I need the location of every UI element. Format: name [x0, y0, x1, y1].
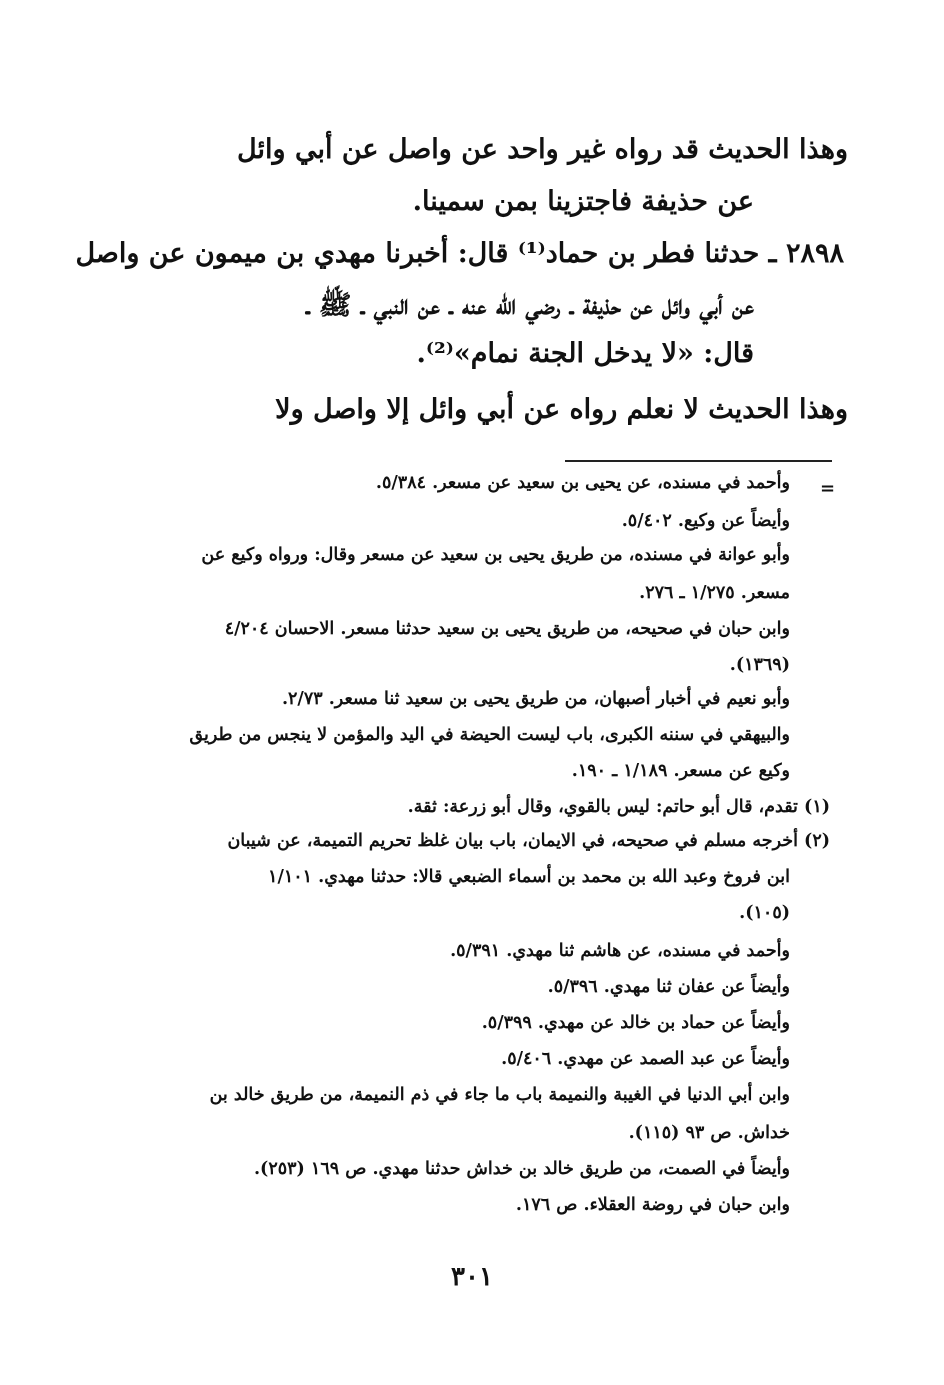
page-number: ٣٠١	[451, 1262, 493, 1292]
footnote-line-19: خداش. ص ٩٣ (١١٥).	[628, 1123, 790, 1143]
footnote-line-15: وأيضاً عن عفان ثنا مهدي. ٥/٣٩٦.	[547, 977, 790, 997]
footnote-line-16: وأيضاً عن حماد بن خالد عن مهدي. ٥/٣٩٩.	[481, 1013, 790, 1033]
footnote-line-6: (١٣٦٩).	[729, 655, 790, 675]
footnote-line-14: وأحمد في مسنده، عن هاشم ثنا مهدي. ٥/٣٩١.	[450, 941, 790, 961]
main-line-3: ٢٨٩٨ ـ حدثنا فطر بن حماد⁽¹⁾ قال: أخبرنا مهدي بن ميمون عن واصل	[75, 238, 844, 269]
main-line-5: قال: «لا يدخل الجنة نمام»⁽²⁾.	[416, 338, 754, 369]
footnote-line-1: وأحمد في مسنده، عن يحيى بن سعيد عن مسعر. ٥/٣٨٤.	[375, 473, 790, 493]
footnote-line-17: وأيضاً عن عبد الصمد عن مهدي. ٥/٤٠٦.	[501, 1049, 790, 1069]
footnote-line-9: وكيع عن مسعر. ١/١٨٩ ـ ١٩٠.	[571, 761, 790, 781]
footnote-line-8: والبيهقي في سننه الكبرى، باب ليست الحيضة في اليد والمؤمن لا ينجس من طريق	[189, 725, 790, 745]
footnote-2: (٢) أخرجه مسلم في صحيحه، في الايمان، باب بيان غلظ تحريم التميمة، عن شيبان	[227, 831, 830, 851]
footnote-line-20: وأيضاً في الصمت، من طريق خالد بن خداش حدثنا مهدي. ص ١٦٩ (٢٥٣).	[253, 1159, 790, 1179]
footnote-line-3: وأبو عوانة في مسنده، من طريق يحيى بن سعيد عن مسعر وقال: ورواه وكيع عن	[201, 545, 790, 565]
footnote-line-2: وأيضاً عن وكيع. ٥/٤٠٢.	[621, 511, 790, 531]
footnote-line-5: وابن حبان في صحيحه، من طريق يحيى بن سعيد حدثنا مسعر. الاحسان ٤/٢٠٤	[224, 619, 790, 639]
footnote-line-13: (١٠٥).	[739, 903, 790, 923]
footnote-line-12: ابن فروخ وعبد الله بن محمد بن أسماء الضبعي قالا: حدثنا مهدي. ١/١٠١	[268, 867, 790, 887]
main-line-6: وهذا الحديث لا نعلم رواه عن أبي وائل إلا واصل ولا	[275, 394, 848, 425]
footnote-line-21: وابن حبان في روضة العقلاء. ص ١٧٦.	[515, 1195, 790, 1215]
footnote-separator	[565, 460, 832, 462]
footnote-line-18: وابن أبي الدنيا في الغيبة والنميمة باب ما جاء في ذم النميمة، من طريق خالد بن	[209, 1085, 790, 1105]
main-line-4: عن أبي وائل عن حذيفة ـ رضي الله عنه ـ عن النبي ـ ﷺ ـ	[306, 290, 754, 321]
footnote-line-7: وأبو نعيم في أخبار أصبهان، من طريق يحيى بن سعيد ثنا مسعر. ٢/٧٣.	[281, 689, 790, 709]
footnote-line-4: مسعر. ١/٢٧٥ ـ ٢٧٦.	[639, 583, 790, 603]
footnote-1: (١) تقدم، قال أبو حاتم: ليس بالقوي، وقال أبو زرعة: ثقة.	[407, 797, 830, 817]
main-line-1: وهذا الحديث قد رواه غير واحد عن واصل عن أبي وائل	[237, 134, 848, 165]
footnote-continuation-marker: =	[820, 478, 836, 499]
main-line-2: عن حذيفة فاجتزينا بمن سمينا.	[412, 186, 754, 217]
